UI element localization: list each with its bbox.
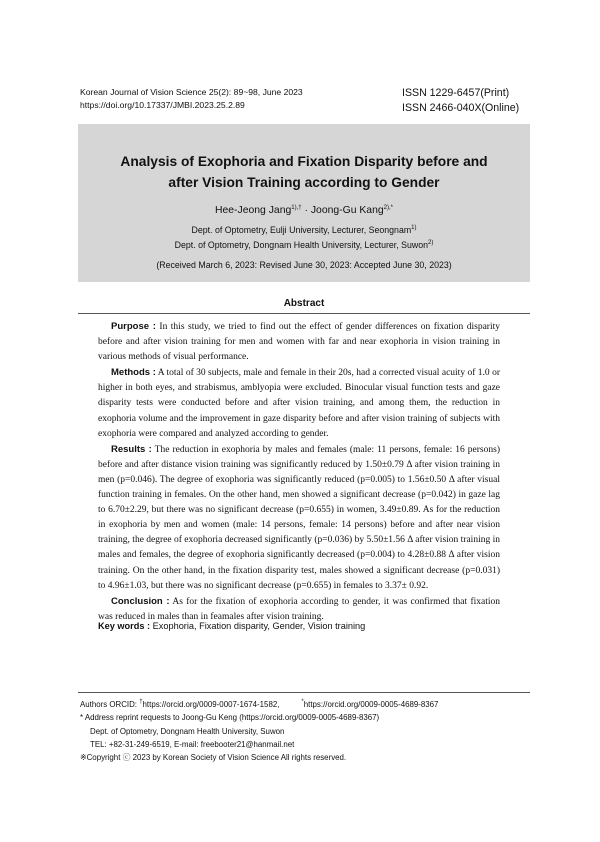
affiliation-1 xyxy=(78,225,530,235)
issn-print: ISSN 1229-6457(Print) xyxy=(402,87,510,99)
paper-title xyxy=(78,151,530,193)
orcid-2-link[interactable]: https://orcid.org/0009-0005-4689-8367 xyxy=(303,700,439,709)
keywords-text: Exophoria, Fixation disparity, Gender, Vision training xyxy=(152,621,366,631)
author-1: Hee-Jeong Jang xyxy=(215,205,292,216)
footnote-divider xyxy=(78,692,530,693)
copyright-notice: ※Copyright ⓒ 2023 by Korean Society of Vision Science All rights reserved. xyxy=(80,753,347,763)
contact-info: TEL: +82-31-249-6519, E-mail: freebooter21@hanmail.net xyxy=(90,739,295,749)
journal-header xyxy=(80,86,303,112)
abstract-heading: Abstract xyxy=(283,298,325,309)
results-label: Results : xyxy=(111,443,152,455)
abstract-body xyxy=(98,319,500,625)
author-separator: · xyxy=(301,205,311,216)
title-line-1: Analysis of Exophoria and Fixation Disparity before and xyxy=(120,154,488,169)
purpose-label: Purpose : xyxy=(111,321,156,332)
affiliation-1-mark: 1) xyxy=(411,225,417,231)
methods-text: A total of 30 subjects, male and female in their 20s, had a corrected visual acuity of 1.0 or higher in both eyes, and strabismus, amblyopia were excluded. Binocular visual function tests and gaze disparity tests were conducted before and after vision training, and among them, the reduction in exophoria volume and the improvement in gaze disparity before and after vision training of subjects with exophoria were compared and analyzed according to gender. xyxy=(98,368,500,439)
orcid-1-mark: † xyxy=(139,699,143,705)
author-line xyxy=(78,205,530,216)
results-text: The reduction in exophoria by males and females (male: 11 persons, female: 16 persons) before and after distance vision training was significantly reduced by 1.50±0.79 Δ after vision training in men (p=0.046). The degree of exophoria was significantly reduced (p=0.005) to 1.56±0.50 Δ after visual function training in females. On the other hand, men showed a significant decrease (p=0.042) in gaze lag to 6.70±2.29, but there was no significant decrease (p=0.655) in women, 3.49±0.89. As for the reduction in exophoria by men and women (male: 14 persons, female: 14 persons) before and after near vision training, the degree of exophoria decreased significantly (p=0.036) by 5.50±1.56 Δ after vision training in males and females, the degree of exophoria significantly decreased (p=0.004) to 4.28±0.88 Δ after vision training. On the other hand, in the fixation disparity test, males showed a significant decrease (p=0.031) to 4.96±1.03, but there was no significant decrease (p=0.655) in females to 3.37± 0.92. xyxy=(98,444,500,591)
title-line-2: after Vision Training according to Gender xyxy=(168,175,440,190)
received-dates: (Received March 6, 2023: Revised June 30, 2023: Accepted June 30, 2023) xyxy=(156,260,452,270)
doi-link[interactable]: https://doi.org/10.17337/JMBI.2023.25.2.89 xyxy=(80,100,245,110)
author-1-mark: 1),† xyxy=(291,205,302,211)
title-band xyxy=(78,124,530,282)
conclusion-text: As for the fixation of exophoria according to gender, it was confirmed that fixation was reduced in males than in feamales after vision training. xyxy=(98,596,501,622)
abstract-methods xyxy=(98,365,500,441)
orcid-2-mark: * xyxy=(301,699,304,705)
abstract-purpose xyxy=(98,319,500,365)
orcid-prefix: Authors ORCID: xyxy=(80,700,140,709)
keywords-line xyxy=(98,621,365,631)
conclusion-label: Conclusion : xyxy=(111,595,170,607)
abstract-results xyxy=(98,442,500,594)
abstract-divider xyxy=(78,313,530,314)
reprint-request: * Address reprint requests to Joong-Gu Keng (https://orcid.org/0009-0005-4689-8367) xyxy=(80,713,380,723)
author-2-mark: 2),* xyxy=(383,205,393,211)
affiliation-2 xyxy=(78,240,530,250)
footnotes xyxy=(80,698,438,764)
purpose-text: In this study, we tried to find out the effect of gender differences on fixation disparity before and after vision training for men and women with far and near exophoria in vision training in various methods of visual performance. xyxy=(98,322,501,363)
affiliation-2-text: Dept. of Optometry, Dongnam Health University, Lecturer, Suwon xyxy=(174,240,429,250)
orcid-1-link[interactable]: https://orcid.org/0009-0007-1674-1582, xyxy=(142,700,280,709)
author-2: Joong-Gu Kang xyxy=(310,205,384,216)
issn-block xyxy=(402,86,519,115)
journal-citation: Korean Journal of Vision Science 25(2): 89~98, June 2023 xyxy=(80,87,303,97)
issn-online: ISSN 2466-040X(Online) xyxy=(402,101,520,114)
methods-label: Methods : xyxy=(111,367,156,379)
affiliation-2-mark: 2) xyxy=(428,240,434,246)
corresponding-dept: Dept. of Optometry, Dongnam Health University, Suwon xyxy=(90,726,285,736)
orcid-line xyxy=(80,698,438,711)
affiliation-1-text: Dept. of Optometry, Eulji University, Lecturer, Seongnam xyxy=(191,225,412,235)
keywords-label: Key words : xyxy=(98,621,151,631)
